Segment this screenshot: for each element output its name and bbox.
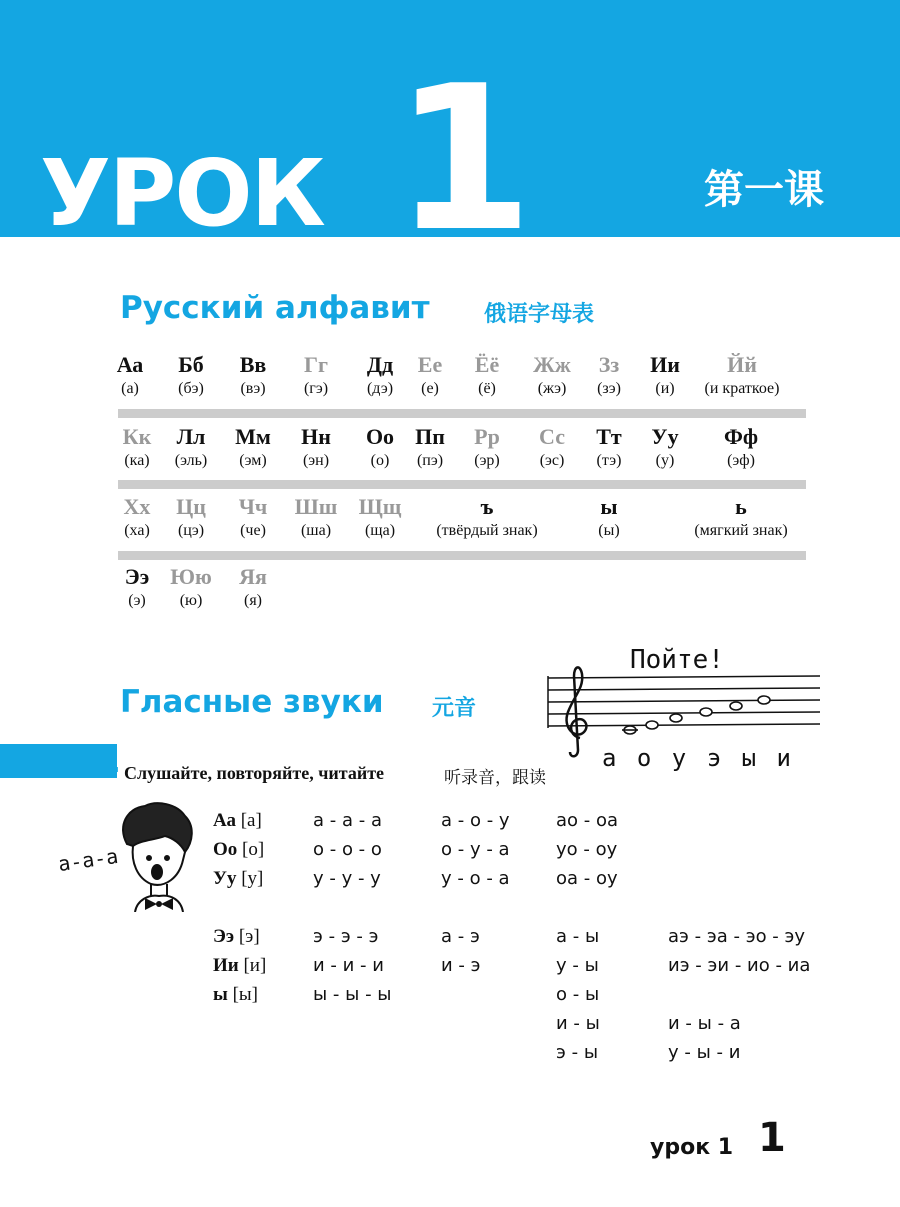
vowel-letter: Ии (213, 955, 239, 976)
vowel-letter: Ээ (213, 926, 235, 947)
row-divider (118, 551, 806, 560)
drill-cell: а - ы (556, 926, 600, 947)
alphabet-letter-cell (681, 424, 801, 472)
vowel-ipa: [у] (241, 868, 264, 889)
drill-cell: у - о - а (441, 868, 510, 889)
letter: Нн (301, 424, 331, 449)
exercise-number: 1 (94, 737, 121, 781)
letter: Хх (123, 494, 151, 519)
letter: Юю (170, 564, 212, 589)
drill-cell: уо - оу (556, 839, 618, 860)
exercise-instruction: Слушайте, повторяйте, читайте (124, 763, 385, 783)
letter: Шш (294, 494, 338, 519)
alphabet-heading: Русский алфавит (120, 290, 430, 326)
drill-cell: аэ - эа - эо - эу (668, 926, 806, 947)
letter-name: (цэ) (177, 522, 205, 539)
letter: ъ (480, 494, 494, 519)
letter-name: (и краткое) (704, 380, 780, 397)
letter-name: (гэ) (303, 380, 329, 397)
drill-cell: ы - ы - ы (313, 984, 392, 1005)
letter-name: (о) (370, 452, 390, 469)
speech-text: a-a-a (56, 843, 120, 877)
letter-name: (вэ) (240, 380, 266, 397)
drill-cell: оа - оу (556, 868, 618, 889)
vowel-letter: Уу (213, 868, 237, 889)
note-e (700, 708, 712, 716)
letter: ы (600, 494, 618, 519)
letter: Аа (116, 352, 144, 377)
vowel-letter: Аа (213, 810, 236, 831)
vowel-ipa: [а] (240, 810, 262, 831)
vowels-heading: Гласные звуки (120, 684, 384, 720)
drill-cell: а - о - у (441, 810, 510, 831)
vowels-heading-chinese: 元音 (432, 696, 477, 721)
row-divider (118, 480, 806, 489)
letter: Чч (238, 494, 268, 519)
lesson-number: 1 (394, 43, 534, 276)
music-staff-illustration (540, 640, 830, 775)
letter-name: (бэ) (178, 380, 204, 397)
letter-name: (эс) (539, 452, 565, 469)
vowel-letter: Оо (213, 839, 238, 860)
letter: Дд (366, 352, 394, 377)
alphabet-letter-cell (549, 494, 669, 542)
letter-name: (мягкий знак) (694, 522, 788, 539)
alphabet-letter-cell (682, 352, 802, 400)
letter: ь (735, 494, 747, 519)
page-number: 1 (758, 1115, 786, 1161)
letter-name: (ка) (124, 452, 150, 469)
lesson-title-chinese: 第一课 (704, 167, 824, 213)
drill-cell: и - ы - а (668, 1013, 741, 1034)
letter-name: (ха) (124, 522, 150, 539)
drill-cell: и - и - и (313, 955, 384, 976)
letter-name: (и) (655, 380, 675, 397)
letter: Ээ (124, 564, 150, 589)
vowel-ipa: [о] (242, 839, 265, 860)
drill-cell: иэ - эи - ио - иа (668, 955, 811, 976)
vowel-ipa: [ы] (232, 984, 259, 1005)
letter-name: (я) (243, 592, 262, 609)
letter: Тт (596, 424, 622, 449)
letter: Вв (239, 352, 267, 377)
vowel-ipa: [и] (243, 955, 267, 976)
alphabet-letter-cell (320, 494, 440, 542)
note-u (670, 714, 682, 722)
alphabet-letter-cell (427, 494, 547, 542)
letter: Пп (415, 424, 445, 449)
letter: Яя (239, 564, 267, 589)
letter: Жж (533, 352, 571, 377)
letter-name: (эр) (474, 452, 500, 469)
lesson-title: УРОК (40, 140, 324, 247)
letter-name: (у) (655, 452, 675, 469)
letter-name: (эн) (302, 452, 330, 469)
note-i (758, 696, 770, 704)
letter: Мм (235, 424, 271, 449)
singing-boy-illustration (115, 800, 197, 912)
page-footer-label: урок 1 (650, 1135, 734, 1160)
letter: Йй (727, 352, 757, 377)
letter: Рр (474, 424, 500, 449)
letter: Сс (539, 424, 565, 449)
drill-cell: а - а - а (313, 810, 382, 831)
letter: Лл (176, 424, 206, 449)
drill-cell: у - ы - и (668, 1042, 741, 1063)
letter: Щщ (358, 494, 402, 519)
letter: Кк (122, 424, 152, 449)
drill-cell: ао - оа (556, 810, 619, 831)
drill-cell: и - э (441, 955, 481, 976)
vowel-ipa: [э] (238, 926, 260, 947)
row-divider (118, 409, 806, 418)
drill-cell: у - у - у (313, 868, 381, 889)
exercise-instruction-chinese: 听录音，跟读 (444, 768, 546, 787)
letter-name: (э) (128, 592, 146, 609)
sing-notes: а о у э ы и (602, 744, 794, 772)
vowel-label (213, 868, 263, 890)
letter-name: (че) (240, 522, 266, 539)
vowel-label (213, 839, 264, 861)
letter: Оо (365, 424, 395, 449)
letter-name: (эф) (727, 452, 755, 469)
letter: Зз (598, 352, 620, 377)
letter-name: (е) (421, 380, 439, 397)
letter-name: (тэ) (596, 452, 622, 469)
letter-name: (ы) (598, 522, 620, 539)
drill-cell: э - э - э (313, 926, 379, 947)
letter-name: (ша) (300, 522, 332, 539)
letter-name: (ю) (179, 592, 203, 609)
vowel-label (213, 926, 260, 948)
lesson-banner (0, 0, 900, 276)
drill-cell: у - ы (556, 955, 599, 976)
vowel-label (213, 810, 262, 832)
letter: Бб (178, 352, 204, 377)
sing-heading: Пойте! (630, 645, 724, 675)
letter-name: (пэ) (416, 452, 444, 469)
drill-cell: а - э (441, 926, 480, 947)
vowel-label (213, 984, 258, 1006)
letter-name: (эль) (174, 452, 208, 469)
letter-name: (зэ) (597, 380, 621, 397)
drill-cell: э - ы (556, 1042, 599, 1063)
letter: Гг (304, 352, 328, 377)
letter-name: (эм) (239, 452, 267, 469)
letter-name: (дэ) (366, 380, 394, 397)
letter: Цц (176, 494, 206, 519)
alphabet-letter-cell (193, 564, 313, 612)
letter-name: (ща) (364, 522, 396, 539)
treble-clef-icon (567, 667, 587, 756)
drill-cell: и - ы (556, 1013, 600, 1034)
drill-cell: о - о - о (313, 839, 382, 860)
letter: Фф (723, 424, 759, 449)
letter-name: (ё) (478, 380, 496, 397)
letter: Уу (651, 424, 679, 449)
note-o (646, 721, 658, 729)
alphabet-letter-cell (681, 494, 801, 542)
vowel-label (213, 955, 266, 977)
drill-cell: о - у - а (441, 839, 510, 860)
letter: Ёё (474, 352, 500, 377)
note-y (730, 702, 742, 710)
letter-name: (а) (121, 380, 139, 397)
alphabet-heading-chinese: 俄语字母表 (484, 302, 595, 327)
vowel-letter: ы (213, 984, 228, 1005)
drill-cell: о - ы (556, 984, 600, 1005)
letter-name: (жэ) (537, 380, 567, 397)
letter: Ии (650, 352, 680, 377)
letter-name: (твёрдый знак) (436, 522, 538, 539)
letter: Ее (417, 352, 443, 377)
